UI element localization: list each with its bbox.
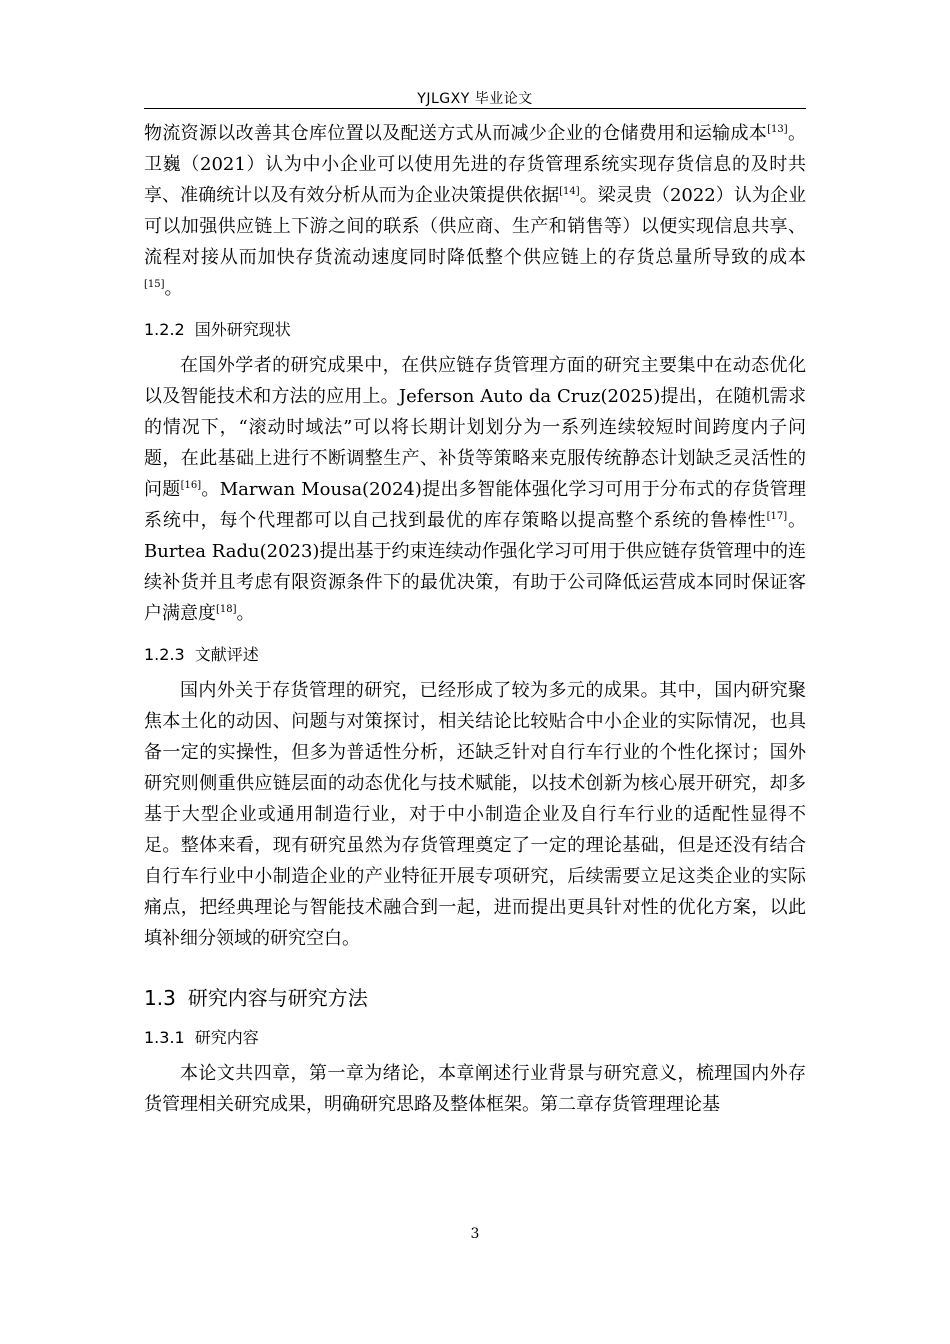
section-number: 1.2.3 — [144, 645, 185, 664]
citation-18: [18] — [216, 604, 237, 615]
para2-text-2: 。Marwan Mousa(2024)提出多智能体强化学习可用于分布式的存货管理系统中，每个代理都可以自己找到最优的库存策略以提高整个系统的鲁棒性 — [144, 479, 807, 531]
section-number: 1.2.2 — [144, 320, 185, 339]
section-heading-1-2-3 — [144, 643, 806, 667]
header-rule — [144, 108, 806, 109]
para2-text-3: 。Burtea Radu(2023)提出基于约束连续动作强化学习可用于供应链存货管理中的连续补货并且考虑有限资源条件下的最优决策，有助于公司降低运营成本同时保证客户满意度 — [144, 510, 807, 624]
section-number: 1.3.1 — [144, 1028, 185, 1047]
para2-text-1: 在国外学者的研究成果中，在供应链存货管理方面的研究主要集中在动态优化以及智能技术和方法的应用上。Jeferson Auto da Cruz(2025)提出，在随机需求的情况下，“滚动时域法”可以将长期计划划分为一系列连续较短时间跨度内子问题，在此基础上进行不断调整生产、补货等策略来克服传统静态计划缺乏灵活性的问题 — [144, 355, 806, 500]
page-number: 3 — [470, 1226, 480, 1242]
para1-text-3: 。梁灵贵（2022）认为企业可以加强供应链上下游之间的联系（供应商、生产和销售等）以便实现信息共享、流程对接从而加快存货流动速度同时降低整个供应链上的存货总量所导致的成本 — [144, 185, 806, 268]
section-title: 国外研究现状 — [194, 320, 291, 339]
para1-text-2: 。卫巍（2021）认为中小企业可以使用先进的存货管理系统实现存货信息的及时共享、准确统计以及有效分析从而为企业决策提供依据 — [144, 123, 806, 206]
page-header: YJLGXY 毕业论文 — [417, 91, 533, 107]
citation-16: [16] — [180, 480, 202, 491]
citation-15: [15] — [144, 279, 165, 290]
section-number: 1.3 — [144, 986, 176, 1010]
citation-14: [14] — [559, 186, 580, 197]
section-heading-1-3-1 — [144, 1026, 806, 1050]
paragraph-research-content: 本论文共四章，第一章为绪论，本章阐述行业背景与研究意义，梳理国内外存货管理相关研究成果，明确研究思路及整体框架。第二章存货管理理论基 — [144, 1063, 806, 1115]
para1-text-4: 。 — [164, 278, 183, 299]
paragraph-foreign-research — [144, 350, 806, 629]
section-heading-1-2-2 — [144, 318, 806, 342]
paragraph-domestic-research — [144, 118, 806, 304]
para1-text-1: 物流资源以改善其仓库位置以及配送方式从而减少企业的仓储费用和运输成本 — [144, 123, 768, 144]
citation-13: [13] — [767, 124, 788, 135]
section-title: 研究内容与研究方法 — [187, 986, 368, 1010]
document-body — [144, 118, 806, 1120]
citation-17: [17] — [766, 511, 788, 522]
paragraph-literature-review: 国内外关于存货管理的研究，已经形成了较为多元的成果。其中，国内研究聚焦本土化的动因、问题与对策探讨，相关结论比较贴合中小企业的实际情况，也具备一定的实操性，但多为普适性分析，还缺乏针对自行车行业的个性化探讨；国外研究则侧重供应链层面的动态优化与技术赋能，以技术创新为核心展开研究，却多基于大型企业或通用制造行业，对于中小制造企业及自行车行业的适配性显得不足。整体来看，现有研究虽然为存货管理奠定了一定的理论基础，但是还没有结合自行车行业中小制造企业的产业特征开展专项研究，后续需要立足这类企业的实际痛点，把经典理论与智能技术融合到一起，进而提出更具针对性的优化方案，以此填补细分领域的研究空白。 — [144, 680, 806, 949]
section-title: 文献评述 — [194, 645, 259, 664]
section-title: 研究内容 — [194, 1028, 259, 1047]
section-heading-1-3 — [144, 984, 806, 1012]
para2-text-4: 。 — [236, 603, 255, 624]
